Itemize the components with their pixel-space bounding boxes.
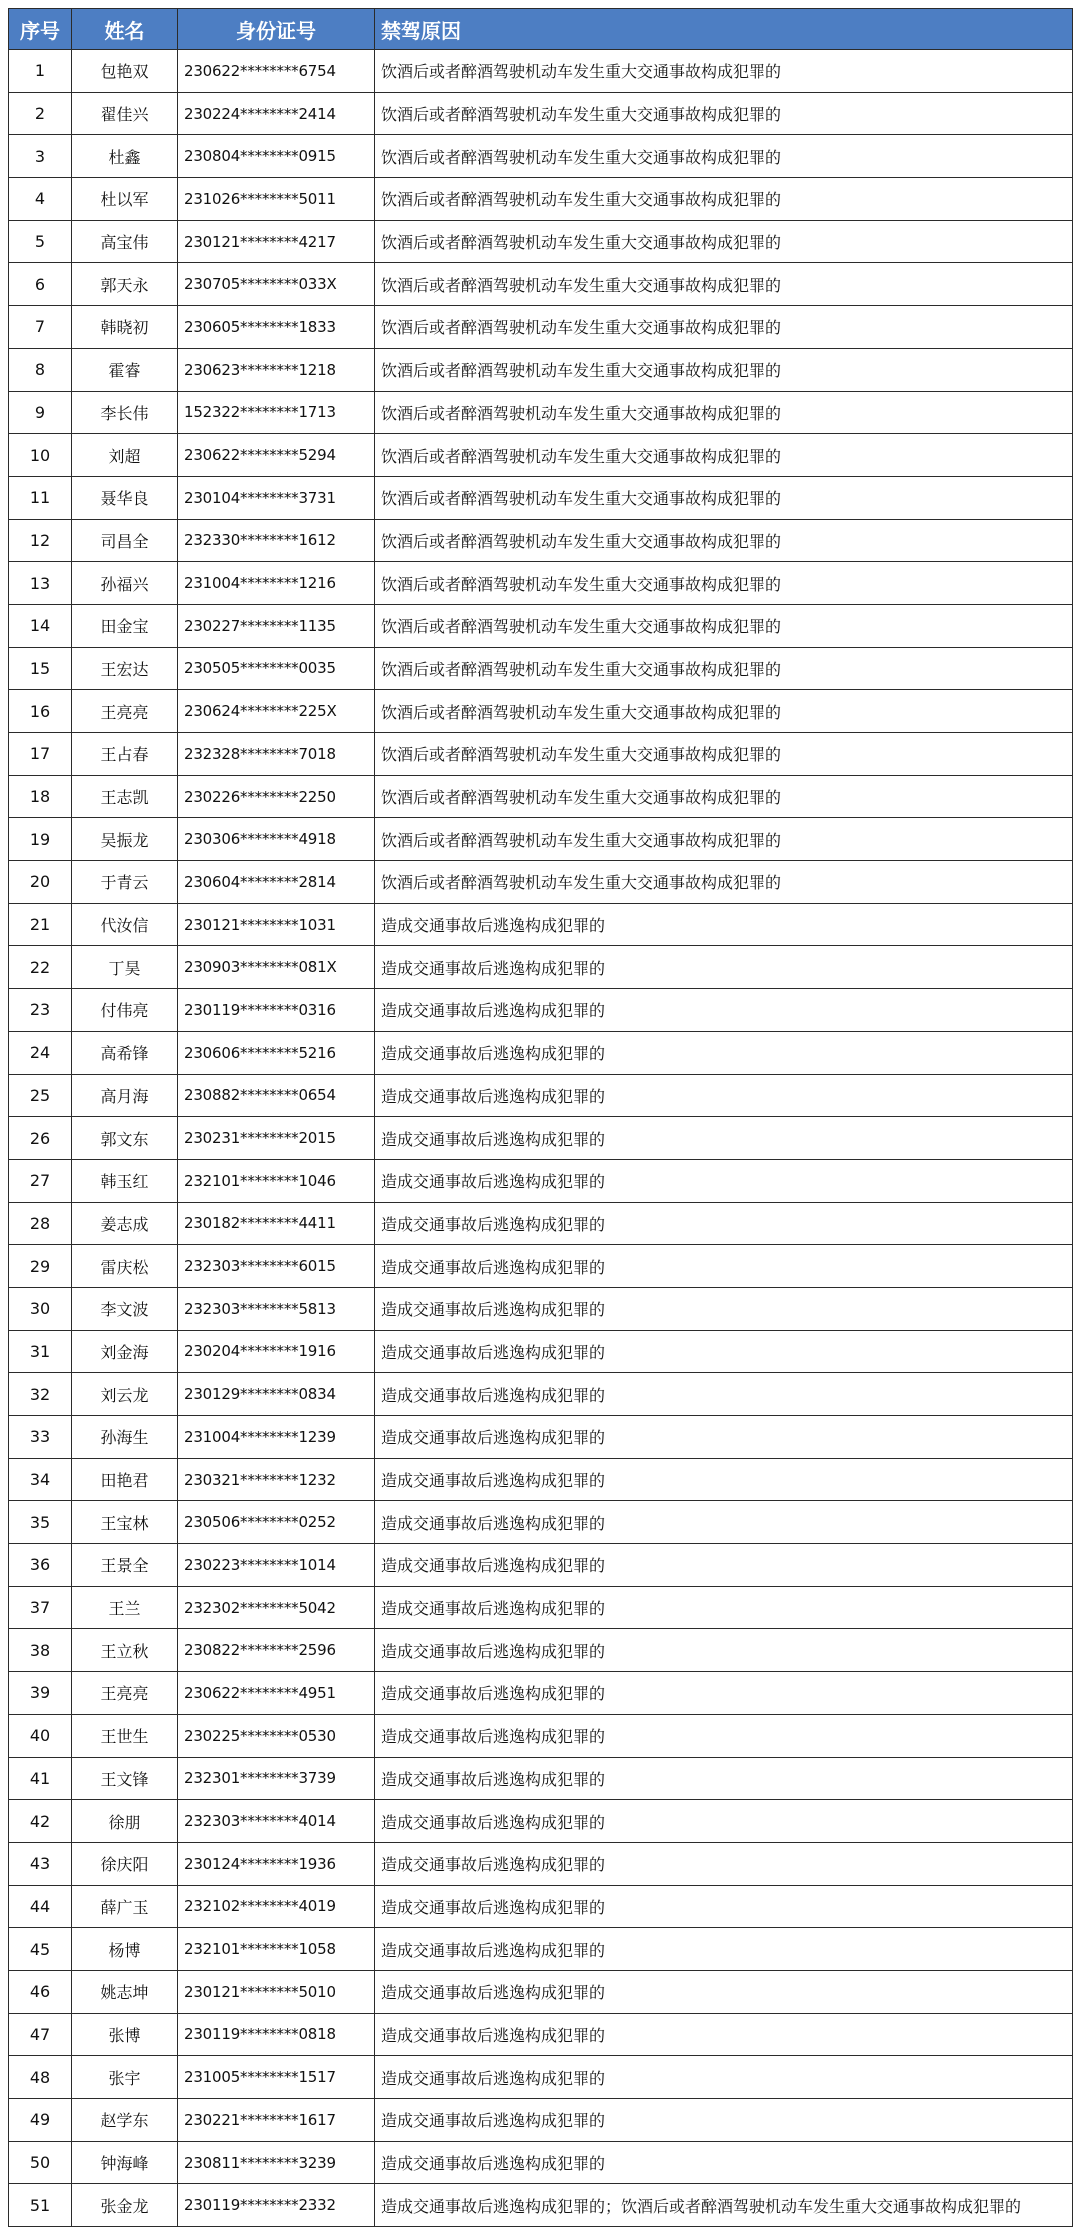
cell-name: 王志凯 [72, 775, 178, 818]
cell-ban-reason: 造成交通事故后逃逸构成犯罪的 [375, 903, 1073, 946]
cell-serial-number: 30 [9, 1287, 72, 1330]
cell-ban-reason: 造成交通事故后逃逸构成犯罪的 [375, 1928, 1073, 1971]
cell-name: 刘云龙 [72, 1373, 178, 1416]
cell-ban-reason: 饮酒后或者醉酒驾驶机动车发生重大交通事故构成犯罪的 [375, 263, 1073, 306]
cell-ban-reason: 饮酒后或者醉酒驾驶机动车发生重大交通事故构成犯罪的 [375, 647, 1073, 690]
cell-id-number: 230221********1617 [178, 2099, 375, 2142]
table-row [9, 1970, 1073, 2013]
cell-name: 刘超 [72, 434, 178, 477]
cell-ban-reason: 造成交通事故后逃逸构成犯罪的 [375, 1330, 1073, 1373]
table-row [9, 989, 1073, 1032]
cell-id-number: 152322********1713 [178, 391, 375, 434]
cell-id-number: 230624********225X [178, 690, 375, 733]
cell-serial-number: 34 [9, 1458, 72, 1501]
table-row [9, 1074, 1073, 1117]
cell-name: 王兰 [72, 1586, 178, 1629]
cell-name: 吴振龙 [72, 818, 178, 861]
cell-serial-number: 10 [9, 434, 72, 477]
table-row [9, 1800, 1073, 1843]
cell-serial-number: 19 [9, 818, 72, 861]
cell-name: 张宇 [72, 2056, 178, 2099]
table-row [9, 1416, 1073, 1459]
table-row [9, 306, 1073, 349]
cell-serial-number: 1 [9, 50, 72, 93]
cell-ban-reason: 造成交通事故后逃逸构成犯罪的 [375, 1373, 1073, 1416]
table-row [9, 92, 1073, 135]
cell-name: 霍睿 [72, 348, 178, 391]
cell-id-number: 231026********5011 [178, 178, 375, 221]
cell-serial-number: 14 [9, 604, 72, 647]
cell-ban-reason: 饮酒后或者醉酒驾驶机动车发生重大交通事故构成犯罪的 [375, 178, 1073, 221]
cell-name: 田金宝 [72, 604, 178, 647]
cell-serial-number: 39 [9, 1672, 72, 1715]
cell-ban-reason: 造成交通事故后逃逸构成犯罪的 [375, 2056, 1073, 2099]
header-ban-reason: 禁驾原因 [375, 9, 1073, 50]
cell-name: 雷庆松 [72, 1245, 178, 1288]
table-row [9, 1885, 1073, 1928]
cell-name: 丁昊 [72, 946, 178, 989]
cell-name: 韩玉红 [72, 1159, 178, 1202]
cell-ban-reason: 造成交通事故后逃逸构成犯罪的 [375, 1458, 1073, 1501]
cell-serial-number: 17 [9, 733, 72, 776]
cell-ban-reason: 造成交通事故后逃逸构成犯罪的 [375, 2013, 1073, 2056]
cell-name: 孙福兴 [72, 562, 178, 605]
cell-ban-reason: 造成交通事故后逃逸构成犯罪的；饮酒后或者醉酒驾驶机动车发生重大交通事故构成犯罪的 [375, 2184, 1073, 2227]
cell-name: 高宝伟 [72, 220, 178, 263]
cell-id-number: 230129********0834 [178, 1373, 375, 1416]
table-row [9, 1757, 1073, 1800]
cell-id-number: 230505********0035 [178, 647, 375, 690]
header-serial-number: 序号 [9, 9, 72, 50]
cell-name: 翟佳兴 [72, 92, 178, 135]
cell-id-number: 230121********5010 [178, 1970, 375, 2013]
cell-id-number: 230121********1031 [178, 903, 375, 946]
cell-ban-reason: 造成交通事故后逃逸构成犯罪的 [375, 1501, 1073, 1544]
cell-id-number: 232101********1046 [178, 1159, 375, 1202]
table-row [9, 220, 1073, 263]
cell-serial-number: 29 [9, 1245, 72, 1288]
cell-id-number: 230606********5216 [178, 1031, 375, 1074]
cell-ban-reason: 造成交通事故后逃逸构成犯罪的 [375, 1800, 1073, 1843]
cell-serial-number: 32 [9, 1373, 72, 1416]
cell-name: 李文波 [72, 1287, 178, 1330]
cell-name: 杜鑫 [72, 135, 178, 178]
cell-name: 姚志坤 [72, 1970, 178, 2013]
cell-ban-reason: 饮酒后或者醉酒驾驶机动车发生重大交通事故构成犯罪的 [375, 50, 1073, 93]
cell-ban-reason: 饮酒后或者醉酒驾驶机动车发生重大交通事故构成犯罪的 [375, 92, 1073, 135]
cell-ban-reason: 造成交通事故后逃逸构成犯罪的 [375, 1757, 1073, 1800]
cell-serial-number: 43 [9, 1842, 72, 1885]
table-row [9, 733, 1073, 776]
table-row [9, 434, 1073, 477]
cell-id-number: 232303********4014 [178, 1800, 375, 1843]
cell-serial-number: 47 [9, 2013, 72, 2056]
cell-serial-number: 6 [9, 263, 72, 306]
cell-serial-number: 11 [9, 476, 72, 519]
cell-id-number: 230605********1833 [178, 306, 375, 349]
table-row [9, 1373, 1073, 1416]
cell-serial-number: 5 [9, 220, 72, 263]
cell-id-number: 230204********1916 [178, 1330, 375, 1373]
cell-serial-number: 21 [9, 903, 72, 946]
cell-name: 姜志成 [72, 1202, 178, 1245]
cell-ban-reason: 造成交通事故后逃逸构成犯罪的 [375, 1117, 1073, 1160]
cell-name: 徐朋 [72, 1800, 178, 1843]
table-row [9, 135, 1073, 178]
cell-serial-number: 45 [9, 1928, 72, 1971]
cell-id-number: 232303********6015 [178, 1245, 375, 1288]
cell-serial-number: 13 [9, 562, 72, 605]
cell-name: 于青云 [72, 861, 178, 904]
cell-name: 王亮亮 [72, 690, 178, 733]
cell-name: 高月海 [72, 1074, 178, 1117]
cell-ban-reason: 饮酒后或者醉酒驾驶机动车发生重大交通事故构成犯罪的 [375, 434, 1073, 477]
cell-name: 郭天永 [72, 263, 178, 306]
table-row [9, 1629, 1073, 1672]
cell-serial-number: 7 [9, 306, 72, 349]
cell-ban-reason: 饮酒后或者醉酒驾驶机动车发生重大交通事故构成犯罪的 [375, 306, 1073, 349]
cell-name: 韩晓初 [72, 306, 178, 349]
cell-serial-number: 9 [9, 391, 72, 434]
table-row [9, 1117, 1073, 1160]
cell-id-number: 230121********4217 [178, 220, 375, 263]
cell-id-number: 230321********1232 [178, 1458, 375, 1501]
cell-name: 付伟亮 [72, 989, 178, 1032]
table-row [9, 1672, 1073, 1715]
table-row [9, 604, 1073, 647]
table-row [9, 50, 1073, 93]
table-row [9, 1501, 1073, 1544]
table-row [9, 348, 1073, 391]
cell-id-number: 230223********1014 [178, 1544, 375, 1587]
cell-name: 杨博 [72, 1928, 178, 1971]
cell-serial-number: 18 [9, 775, 72, 818]
cell-name: 钟海峰 [72, 2141, 178, 2184]
table-row [9, 562, 1073, 605]
header-name: 姓名 [72, 9, 178, 50]
cell-ban-reason: 饮酒后或者醉酒驾驶机动车发生重大交通事故构成犯罪的 [375, 562, 1073, 605]
table-row [9, 647, 1073, 690]
cell-name: 高希锋 [72, 1031, 178, 1074]
cell-serial-number: 20 [9, 861, 72, 904]
table-row [9, 1714, 1073, 1757]
cell-id-number: 230705********033X [178, 263, 375, 306]
cell-ban-reason: 造成交通事故后逃逸构成犯罪的 [375, 1074, 1073, 1117]
cell-id-number: 230124********1936 [178, 1842, 375, 1885]
cell-name: 薛广玉 [72, 1885, 178, 1928]
cell-id-number: 230622********4951 [178, 1672, 375, 1715]
table-row [9, 775, 1073, 818]
banned-drivers-table [8, 8, 1073, 2227]
cell-id-number: 232303********5813 [178, 1287, 375, 1330]
cell-serial-number: 16 [9, 690, 72, 733]
cell-serial-number: 27 [9, 1159, 72, 1202]
table-row [9, 903, 1073, 946]
table-row [9, 1842, 1073, 1885]
cell-name: 王占春 [72, 733, 178, 776]
cell-ban-reason: 造成交通事故后逃逸构成犯罪的 [375, 1245, 1073, 1288]
cell-ban-reason: 造成交通事故后逃逸构成犯罪的 [375, 2141, 1073, 2184]
cell-serial-number: 38 [9, 1629, 72, 1672]
table-row [9, 1544, 1073, 1587]
cell-serial-number: 31 [9, 1330, 72, 1373]
cell-id-number: 230804********0915 [178, 135, 375, 178]
cell-serial-number: 37 [9, 1586, 72, 1629]
cell-serial-number: 41 [9, 1757, 72, 1800]
cell-name: 李长伟 [72, 391, 178, 434]
cell-serial-number: 46 [9, 1970, 72, 2013]
table-row [9, 2141, 1073, 2184]
cell-serial-number: 40 [9, 1714, 72, 1757]
cell-serial-number: 36 [9, 1544, 72, 1587]
cell-ban-reason: 造成交通事故后逃逸构成犯罪的 [375, 1544, 1073, 1587]
cell-name: 刘金海 [72, 1330, 178, 1373]
cell-ban-reason: 饮酒后或者醉酒驾驶机动车发生重大交通事故构成犯罪的 [375, 775, 1073, 818]
cell-id-number: 230182********4411 [178, 1202, 375, 1245]
table-row [9, 2099, 1073, 2142]
cell-ban-reason: 造成交通事故后逃逸构成犯罪的 [375, 989, 1073, 1032]
cell-ban-reason: 饮酒后或者醉酒驾驶机动车发生重大交通事故构成犯罪的 [375, 519, 1073, 562]
table-header-row [9, 9, 1073, 50]
cell-name: 司昌全 [72, 519, 178, 562]
cell-id-number: 230119********2332 [178, 2184, 375, 2227]
cell-ban-reason: 造成交通事故后逃逸构成犯罪的 [375, 1586, 1073, 1629]
cell-serial-number: 35 [9, 1501, 72, 1544]
cell-name: 王宏达 [72, 647, 178, 690]
table-row [9, 861, 1073, 904]
cell-serial-number: 50 [9, 2141, 72, 2184]
header-id-number: 身份证号 [178, 9, 375, 50]
cell-id-number: 230882********0654 [178, 1074, 375, 1117]
table-row [9, 1458, 1073, 1501]
cell-id-number: 232102********4019 [178, 1885, 375, 1928]
cell-name: 赵学东 [72, 2099, 178, 2142]
cell-id-number: 230622********5294 [178, 434, 375, 477]
cell-name: 孙海生 [72, 1416, 178, 1459]
cell-serial-number: 26 [9, 1117, 72, 1160]
cell-ban-reason: 饮酒后或者醉酒驾驶机动车发生重大交通事故构成犯罪的 [375, 733, 1073, 776]
cell-ban-reason: 造成交通事故后逃逸构成犯罪的 [375, 1202, 1073, 1245]
cell-id-number: 231004********1216 [178, 562, 375, 605]
cell-serial-number: 15 [9, 647, 72, 690]
cell-ban-reason: 造成交通事故后逃逸构成犯罪的 [375, 946, 1073, 989]
cell-id-number: 230119********0818 [178, 2013, 375, 2056]
table-row [9, 2056, 1073, 2099]
cell-id-number: 231005********1517 [178, 2056, 375, 2099]
cell-ban-reason: 造成交通事故后逃逸构成犯罪的 [375, 1842, 1073, 1885]
cell-serial-number: 22 [9, 946, 72, 989]
cell-serial-number: 3 [9, 135, 72, 178]
cell-id-number: 230227********1135 [178, 604, 375, 647]
table-row [9, 1031, 1073, 1074]
table-row [9, 2013, 1073, 2056]
cell-serial-number: 48 [9, 2056, 72, 2099]
cell-id-number: 232301********3739 [178, 1757, 375, 1800]
cell-ban-reason: 饮酒后或者醉酒驾驶机动车发生重大交通事故构成犯罪的 [375, 220, 1073, 263]
cell-name: 田艳君 [72, 1458, 178, 1501]
cell-ban-reason: 饮酒后或者醉酒驾驶机动车发生重大交通事故构成犯罪的 [375, 861, 1073, 904]
cell-ban-reason: 饮酒后或者醉酒驾驶机动车发生重大交通事故构成犯罪的 [375, 690, 1073, 733]
cell-ban-reason: 造成交通事故后逃逸构成犯罪的 [375, 1159, 1073, 1202]
cell-ban-reason: 饮酒后或者醉酒驾驶机动车发生重大交通事故构成犯罪的 [375, 818, 1073, 861]
cell-id-number: 232328********7018 [178, 733, 375, 776]
cell-serial-number: 44 [9, 1885, 72, 1928]
table-row [9, 476, 1073, 519]
cell-serial-number: 28 [9, 1202, 72, 1245]
cell-ban-reason: 造成交通事故后逃逸构成犯罪的 [375, 1031, 1073, 1074]
cell-ban-reason: 造成交通事故后逃逸构成犯罪的 [375, 1287, 1073, 1330]
cell-id-number: 231004********1239 [178, 1416, 375, 1459]
cell-ban-reason: 造成交通事故后逃逸构成犯罪的 [375, 1714, 1073, 1757]
cell-id-number: 230104********3731 [178, 476, 375, 519]
cell-serial-number: 25 [9, 1074, 72, 1117]
table-row [9, 1202, 1073, 1245]
cell-id-number: 230811********3239 [178, 2141, 375, 2184]
cell-name: 杜以军 [72, 178, 178, 221]
cell-ban-reason: 造成交通事故后逃逸构成犯罪的 [375, 1970, 1073, 2013]
cell-name: 聂华良 [72, 476, 178, 519]
table-row [9, 1586, 1073, 1629]
cell-ban-reason: 造成交通事故后逃逸构成犯罪的 [375, 1629, 1073, 1672]
cell-id-number: 230119********0316 [178, 989, 375, 1032]
cell-ban-reason: 造成交通事故后逃逸构成犯罪的 [375, 1416, 1073, 1459]
cell-serial-number: 23 [9, 989, 72, 1032]
cell-name: 王宝林 [72, 1501, 178, 1544]
table-row [9, 1245, 1073, 1288]
table-row [9, 519, 1073, 562]
cell-serial-number: 24 [9, 1031, 72, 1074]
cell-id-number: 232330********1612 [178, 519, 375, 562]
cell-name: 代汝信 [72, 903, 178, 946]
table-row [9, 263, 1073, 306]
cell-name: 王亮亮 [72, 1672, 178, 1715]
table-row [9, 946, 1073, 989]
cell-id-number: 230231********2015 [178, 1117, 375, 1160]
cell-ban-reason: 饮酒后或者醉酒驾驶机动车发生重大交通事故构成犯罪的 [375, 476, 1073, 519]
cell-id-number: 230506********0252 [178, 1501, 375, 1544]
cell-serial-number: 33 [9, 1416, 72, 1459]
cell-ban-reason: 饮酒后或者醉酒驾驶机动车发生重大交通事故构成犯罪的 [375, 391, 1073, 434]
cell-ban-reason: 饮酒后或者醉酒驾驶机动车发生重大交通事故构成犯罪的 [375, 135, 1073, 178]
table-row [9, 1159, 1073, 1202]
table-row [9, 2184, 1073, 2227]
cell-id-number: 230604********2814 [178, 861, 375, 904]
cell-name: 张金龙 [72, 2184, 178, 2227]
cell-name: 王景全 [72, 1544, 178, 1587]
cell-serial-number: 49 [9, 2099, 72, 2142]
cell-id-number: 230903********081X [178, 946, 375, 989]
table-row [9, 391, 1073, 434]
cell-ban-reason: 造成交通事故后逃逸构成犯罪的 [375, 1885, 1073, 1928]
cell-id-number: 230224********2414 [178, 92, 375, 135]
cell-name: 王世生 [72, 1714, 178, 1757]
table-row [9, 1287, 1073, 1330]
cell-serial-number: 4 [9, 178, 72, 221]
cell-serial-number: 2 [9, 92, 72, 135]
table-row [9, 178, 1073, 221]
cell-name: 张博 [72, 2013, 178, 2056]
cell-id-number: 230623********1218 [178, 348, 375, 391]
cell-id-number: 232101********1058 [178, 1928, 375, 1971]
cell-id-number: 230822********2596 [178, 1629, 375, 1672]
cell-id-number: 230622********6754 [178, 50, 375, 93]
cell-id-number: 230225********0530 [178, 1714, 375, 1757]
table-row [9, 690, 1073, 733]
cell-ban-reason: 饮酒后或者醉酒驾驶机动车发生重大交通事故构成犯罪的 [375, 604, 1073, 647]
cell-name: 王立秋 [72, 1629, 178, 1672]
cell-ban-reason: 造成交通事故后逃逸构成犯罪的 [375, 2099, 1073, 2142]
cell-name: 包艳双 [72, 50, 178, 93]
cell-ban-reason: 饮酒后或者醉酒驾驶机动车发生重大交通事故构成犯罪的 [375, 348, 1073, 391]
cell-id-number: 232302********5042 [178, 1586, 375, 1629]
cell-serial-number: 12 [9, 519, 72, 562]
cell-id-number: 230226********2250 [178, 775, 375, 818]
cell-ban-reason: 造成交通事故后逃逸构成犯罪的 [375, 1672, 1073, 1715]
table-body [9, 50, 1073, 2227]
table-row [9, 1928, 1073, 1971]
cell-name: 郭文东 [72, 1117, 178, 1160]
table-row [9, 818, 1073, 861]
cell-name: 王文锋 [72, 1757, 178, 1800]
cell-id-number: 230306********4918 [178, 818, 375, 861]
cell-serial-number: 51 [9, 2184, 72, 2227]
cell-serial-number: 42 [9, 1800, 72, 1843]
cell-name: 徐庆阳 [72, 1842, 178, 1885]
table-row [9, 1330, 1073, 1373]
cell-serial-number: 8 [9, 348, 72, 391]
